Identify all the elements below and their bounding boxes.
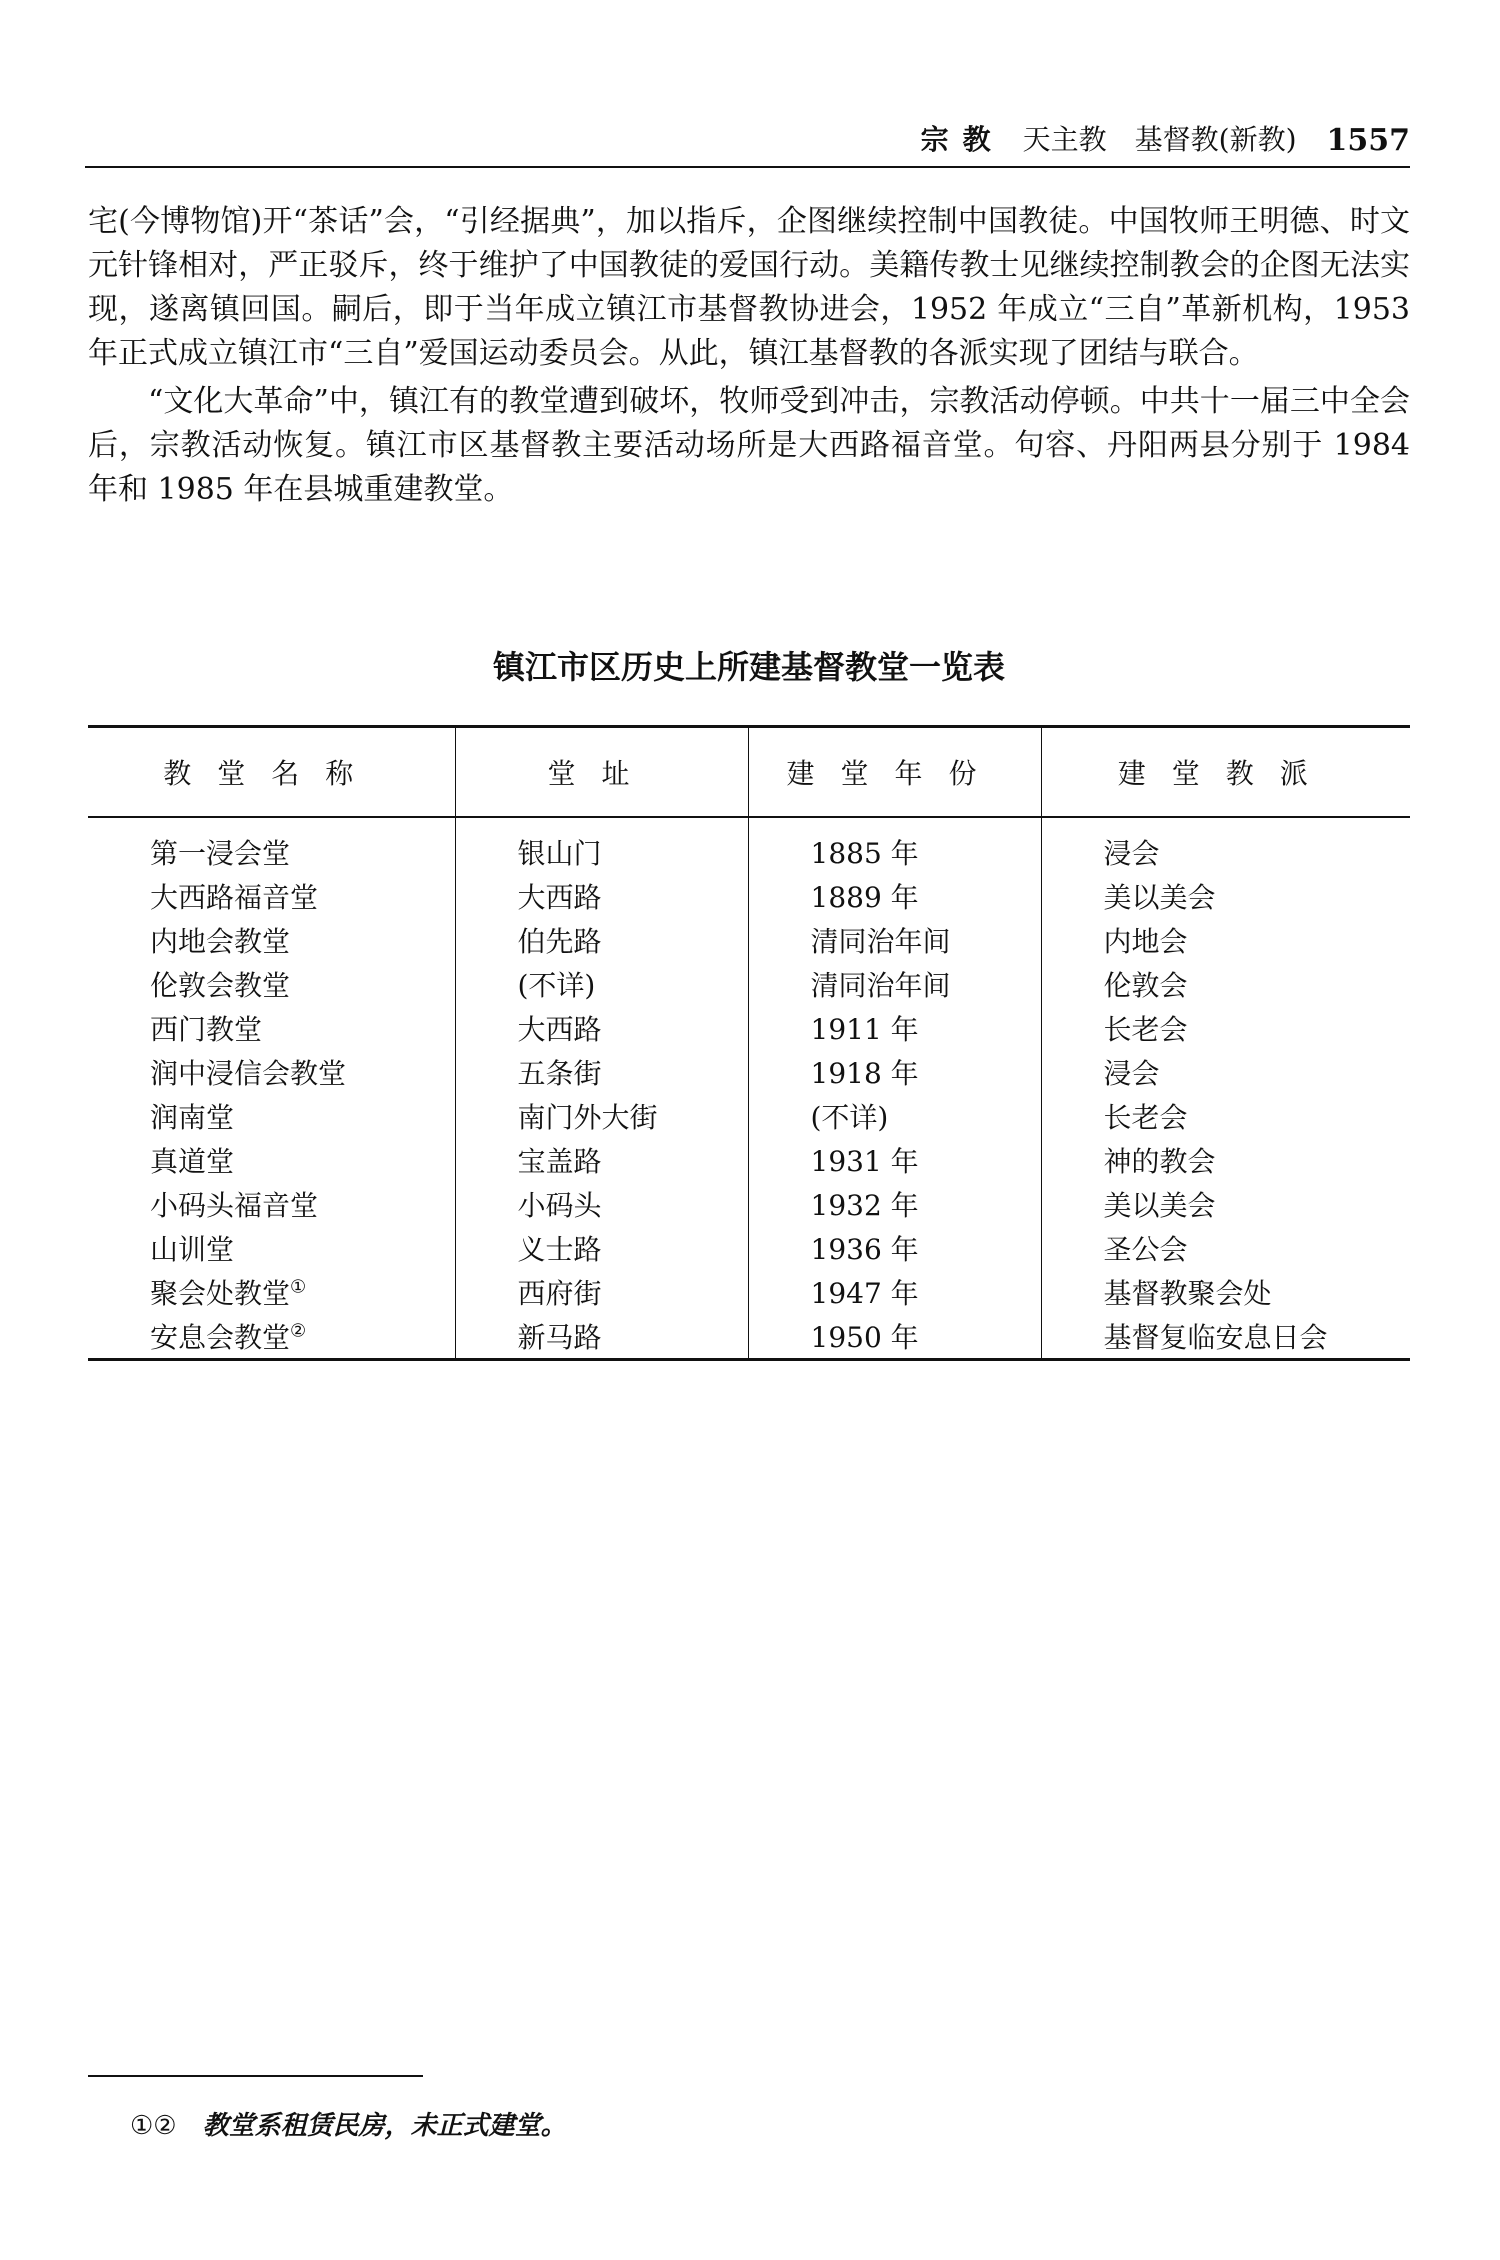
table-row: [88, 962, 1410, 1006]
cell-year: 清同治年间: [748, 962, 1041, 1006]
body-text: [88, 200, 1410, 516]
cell-year: 1947 年: [748, 1270, 1041, 1314]
cell-church-name: 伦敦会教堂: [88, 962, 455, 1006]
cell-year: 1932 年: [748, 1182, 1041, 1226]
cell-address: 五条街: [455, 1050, 748, 1094]
cell-year: (不详): [748, 1094, 1041, 1138]
footnote-text: 教堂系租赁民房，未正式建堂。: [202, 2111, 567, 2141]
cell-address: 银山门: [455, 817, 748, 874]
cell-church-name: 润南堂: [88, 1094, 455, 1138]
footnote-marks: ①②: [130, 2111, 177, 2141]
table-header-row: [88, 727, 1410, 818]
cell-year: 1936 年: [748, 1226, 1041, 1270]
footnote-ref: ②: [290, 1320, 307, 1342]
header-denomination: 建堂教派: [1041, 727, 1410, 818]
cell-address: 宝盖路: [455, 1138, 748, 1182]
cell-year: 1889 年: [748, 874, 1041, 918]
cell-year: 1885 年: [748, 817, 1041, 874]
cell-address: 新马路: [455, 1314, 748, 1360]
cell-address: 小码头: [455, 1182, 748, 1226]
cell-year: 1911 年: [748, 1006, 1041, 1050]
table-row: [88, 1182, 1410, 1226]
cell-address: 大西路: [455, 1006, 748, 1050]
cell-address: 南门外大街: [455, 1094, 748, 1138]
header-topic: 天主教 基督教(新教): [1022, 123, 1297, 156]
cell-denomination: 浸会: [1103, 837, 1160, 870]
footnote: [130, 2105, 567, 2142]
cell-address: (不详): [455, 962, 748, 1006]
cell-church-name: 安息会教堂②: [88, 1314, 455, 1360]
cell-church-name: 真道堂: [88, 1138, 455, 1182]
paragraph-2: “文化大革命”中，镇江有的教堂遭到破坏，牧师受到冲击，宗教活动停顿。中共十一届三中全会后，宗教活动恢复。镇江市区基督教主要活动场所是大西路福音堂。句容、丹阳两县分别于 1984 年和 1985 年在县城重建教堂。: [88, 384, 1410, 507]
header-address: 堂址: [455, 727, 748, 818]
cell-denomination: 伦敦会: [1103, 969, 1188, 1002]
table-title: 镇江市区历史上所建基督教堂一览表: [492, 648, 1005, 686]
cell-denomination: 圣公会: [1103, 1233, 1188, 1266]
cell-denomination: 长老会: [1103, 1101, 1188, 1134]
table-row: [88, 1314, 1410, 1360]
table-row: [88, 1094, 1410, 1138]
cell-address: 大西路: [455, 874, 748, 918]
cell-church-name: 聚会处教堂①: [88, 1270, 455, 1314]
header-section: 宗教: [920, 123, 1005, 156]
cell-year: 1950 年: [748, 1314, 1041, 1360]
cell-address: 西府街: [455, 1270, 748, 1314]
cell-church-name: 内地会教堂: [88, 918, 455, 962]
church-table: [88, 725, 1410, 1361]
table-row: [88, 874, 1410, 918]
header-church-name: 教堂名称: [88, 727, 455, 818]
cell-denomination: 基督教聚会处: [1103, 1277, 1272, 1310]
footnote-rule: [88, 2075, 423, 2077]
table-row: [88, 1226, 1410, 1270]
cell-church-name: 润中浸信会教堂: [88, 1050, 455, 1094]
table-row: [88, 1138, 1410, 1182]
footnote-ref: ①: [290, 1276, 307, 1298]
cell-year: 1931 年: [748, 1138, 1041, 1182]
table-row: [88, 1006, 1410, 1050]
cell-denomination: 美以美会: [1103, 881, 1216, 914]
cell-year: 1918 年: [748, 1050, 1041, 1094]
running-header: [85, 120, 1410, 168]
cell-year: 清同治年间: [748, 918, 1041, 962]
table-row: [88, 817, 1410, 874]
page-number: 1557: [1326, 123, 1410, 158]
table-row: [88, 1050, 1410, 1094]
table-row: [88, 1270, 1410, 1314]
cell-address: 伯先路: [455, 918, 748, 962]
cell-church-name: 第一浸会堂: [88, 817, 455, 874]
table-body: [88, 817, 1410, 1360]
paragraph-1: 宅(今博物馆)开“茶话”会，“引经据典”，加以指斥，企图继续控制中国教徒。中国牧师王明德、时文元针锋相对，严正驳斥，终于维护了中国教徒的爱国行动。美籍传教士见继续控制教会的企图无法实现，遂离镇回国。嗣后，即于当年成立镇江市基督教协进会，1952 年成立“三自”革新机构，1953 年正式成立镇江市“三自”爱国运动委员会。从此，镇江基督教的各派实现了团结与联合。: [88, 204, 1410, 371]
cell-denomination: 浸会: [1103, 1057, 1160, 1090]
cell-denomination: 神的教会: [1103, 1145, 1216, 1178]
cell-denomination: 基督复临安息日会: [1103, 1321, 1328, 1354]
header-year: 建堂年份: [748, 727, 1041, 818]
cell-denomination: 美以美会: [1103, 1189, 1216, 1222]
cell-address: 义士路: [455, 1226, 748, 1270]
cell-denomination: 长老会: [1103, 1013, 1188, 1046]
table-row: [88, 918, 1410, 962]
cell-denomination: 内地会: [1103, 925, 1188, 958]
cell-church-name: 小码头福音堂: [88, 1182, 455, 1226]
cell-church-name: 西门教堂: [88, 1006, 455, 1050]
cell-church-name: 山训堂: [88, 1226, 455, 1270]
cell-church-name: 大西路福音堂: [88, 874, 455, 918]
